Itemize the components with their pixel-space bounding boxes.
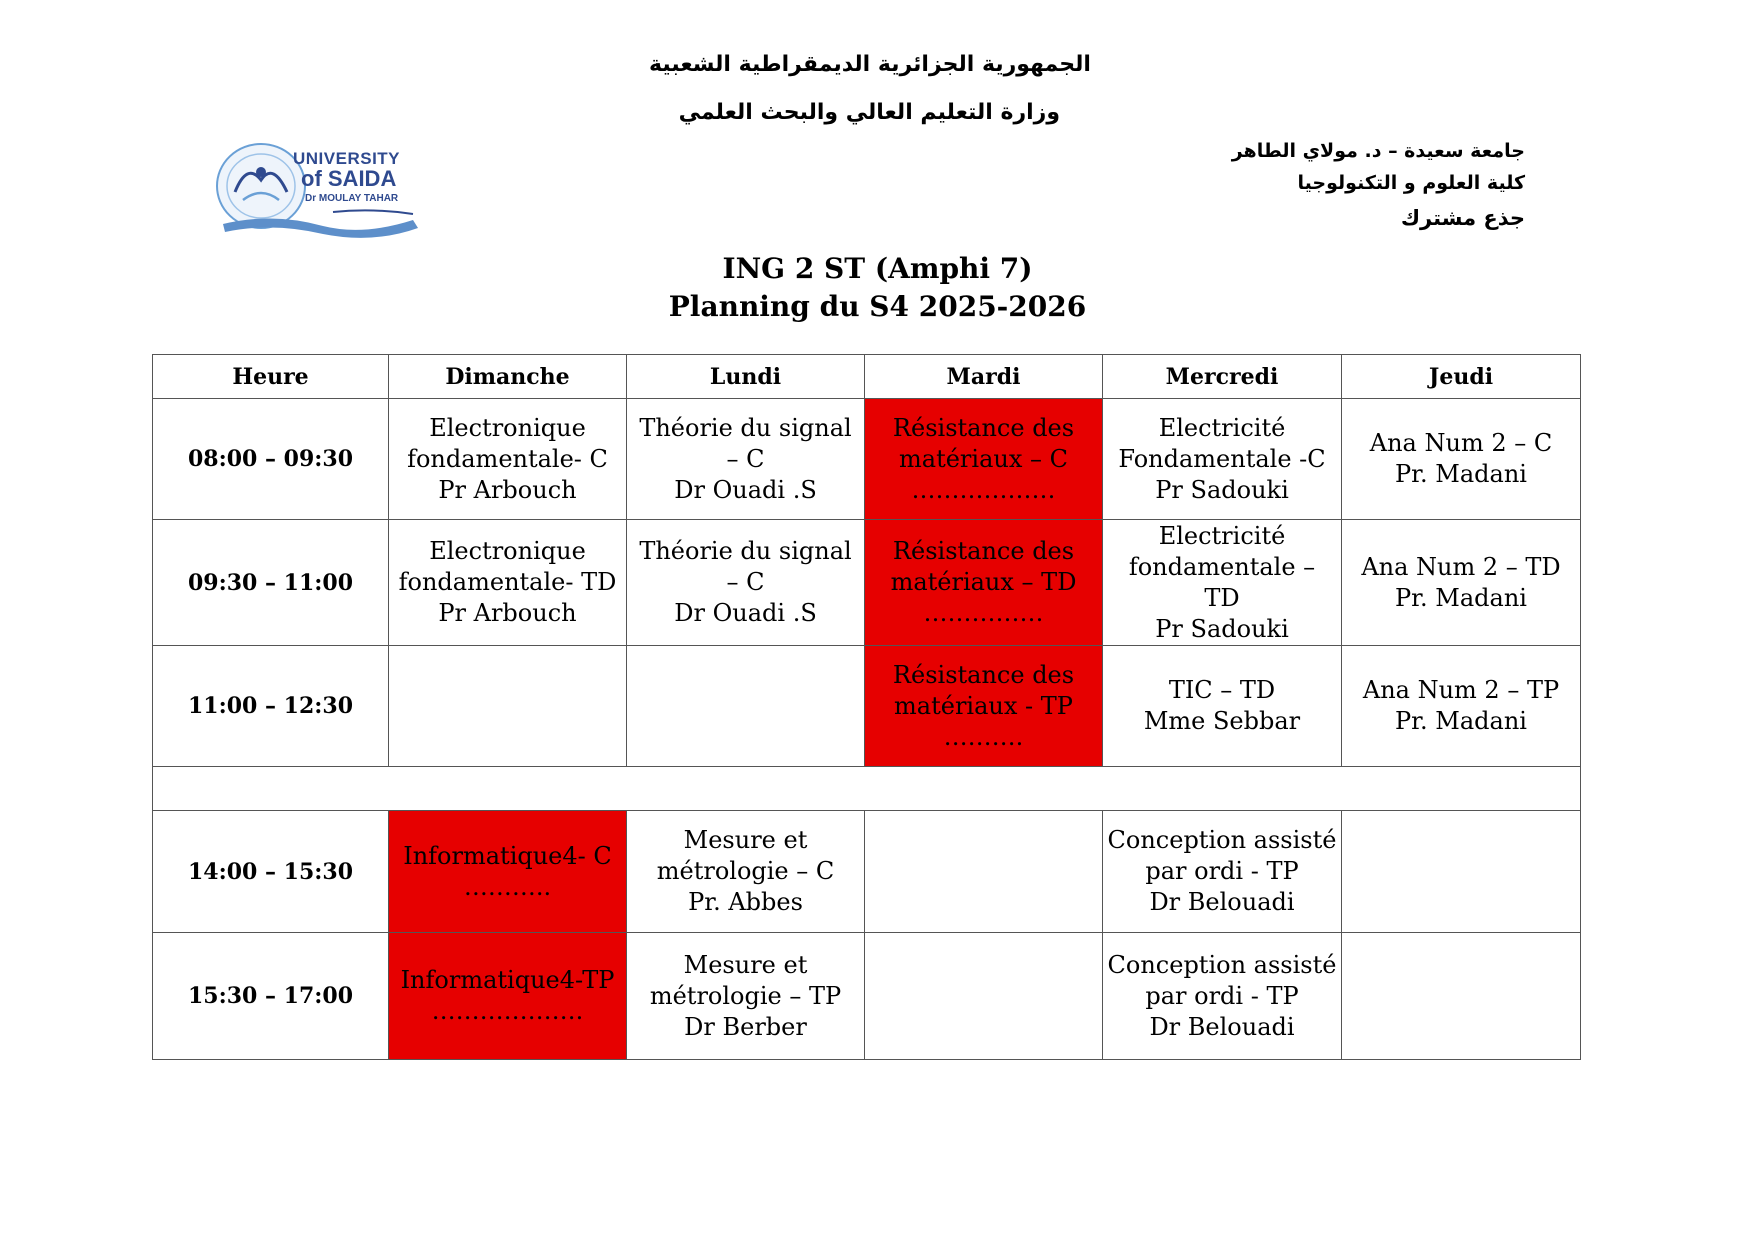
session-line: Dr Ouadi .S (674, 475, 817, 504)
session-line: Résistance des (892, 413, 1075, 442)
session-line: – C (726, 568, 765, 596)
session-cell (1342, 933, 1581, 1060)
session-cell (627, 933, 865, 1060)
session-line: Informatique4-TP (400, 966, 615, 994)
hour-cell: 08:00 – 09:30 (153, 399, 389, 520)
break-cell (153, 767, 1581, 811)
session-line: Pr Arbouch (438, 475, 577, 504)
header-dimanche: Dimanche (389, 355, 627, 399)
session-cell (865, 646, 1103, 767)
session-line: Electronique (429, 537, 586, 565)
session-line: matériaux – C (899, 444, 1068, 473)
session-cell (1103, 811, 1342, 933)
session-line: matériaux - TP (894, 691, 1073, 720)
logo-line-university: UNIVERSITY (293, 149, 401, 168)
session-line: ………. (943, 722, 1024, 751)
session-line: …………… (923, 599, 1044, 627)
session-line: Informatique4- C (403, 841, 612, 870)
session-line: Ana Num 2 – C (1369, 429, 1553, 457)
session-cell (389, 520, 627, 646)
university-logo (213, 142, 433, 242)
session-line: Pr Sadouki (1155, 475, 1289, 504)
session-cell (865, 811, 1103, 933)
session-line: Dr Ouadi .S (674, 599, 817, 627)
session-line: Résistance des (892, 537, 1075, 565)
header-lundi: Lundi (627, 355, 865, 399)
header-jeudi: Jeudi (1342, 355, 1581, 399)
session-line: Pr Arbouch (438, 599, 577, 627)
session-line: métrologie – TP (649, 981, 842, 1010)
session-line: Théorie du signal (639, 413, 852, 442)
session-line: Pr. Madani (1395, 460, 1527, 488)
schedule-title: ING 2 ST (Amphi 7) (722, 252, 1033, 285)
session-line: TD (1204, 583, 1240, 612)
session-line: TIC – TD (1168, 676, 1276, 704)
table-row (153, 646, 1581, 767)
session-cell (1103, 933, 1342, 1060)
session-line: – C (726, 444, 765, 473)
session-line: Electronique (429, 413, 586, 442)
table-row (153, 811, 1581, 933)
schedule-subtitle: Planning du S4 2025-2026 (668, 290, 1087, 323)
session-line: Pr. Abbes (688, 888, 803, 916)
session-cell (389, 646, 627, 767)
session-line: ……….. (463, 872, 552, 901)
header-mercredi: Mercredi (1103, 355, 1342, 399)
session-cell (627, 399, 865, 520)
session-line: Mesure et (683, 950, 808, 979)
hour-cell: 09:30 – 11:00 (153, 520, 389, 646)
session-line: Fondamentale -C (1118, 444, 1326, 473)
hour-cell: 11:00 – 12:30 (153, 646, 389, 767)
session-line: Electricité (1158, 521, 1286, 550)
session-line: Ana Num 2 – TD (1361, 552, 1561, 581)
header-heure: Heure (153, 355, 389, 399)
session-cell (1342, 646, 1581, 767)
session-line: Dr Berber (684, 1012, 807, 1041)
session-cell (627, 646, 865, 767)
hour-cell: 14:00 – 15:30 (153, 811, 389, 933)
session-line: Conception assisté (1107, 950, 1337, 979)
session-line: métrologie – C (656, 857, 835, 885)
session-line: Pr. Madani (1395, 583, 1527, 612)
session-line: fondamentale- TD (398, 568, 617, 596)
ministry-title: وزارة التعليم العالي والبحث العلمي (678, 100, 1060, 125)
session-line: Théorie du signal (639, 537, 852, 565)
hour-cell: 15:30 – 17:00 (153, 933, 389, 1060)
republic-title: الجمهورية الجزائرية الديمقراطية الشعبية (649, 52, 1091, 77)
logo-line-saida: of SAIDA (301, 166, 397, 191)
faculty-name: كلية العلوم و التكنولوجيا (1297, 172, 1525, 194)
session-line: ………………. (431, 997, 584, 1025)
session-cell (1103, 399, 1342, 520)
session-line: ……………… (911, 475, 1056, 504)
table-row (153, 399, 1581, 520)
session-cell (1342, 520, 1581, 646)
session-line: Dr Belouadi (1149, 888, 1295, 916)
session-line: par ordi - TP (1145, 981, 1299, 1010)
break-row (153, 767, 1581, 811)
table-row (153, 933, 1581, 1060)
session-line: Conception assisté (1107, 826, 1337, 854)
header-row (153, 355, 1581, 399)
session-line: Dr Belouadi (1149, 1012, 1295, 1041)
university-name: جامعة سعيدة – د. مولاي الطاهر (1231, 140, 1525, 162)
session-cell (1342, 811, 1581, 933)
session-cell (627, 811, 865, 933)
schedule-table (152, 354, 1581, 1060)
session-line: Pr. Madani (1395, 707, 1527, 735)
session-cell (389, 399, 627, 520)
department-name: جذع مشترك (1400, 206, 1525, 230)
session-cell (865, 520, 1103, 646)
session-cell (865, 933, 1103, 1060)
session-cell (1342, 399, 1581, 520)
logo-line-name: Dr MOULAY TAHAR (305, 193, 399, 204)
session-line: Mesure et (683, 826, 808, 854)
session-cell (1103, 646, 1342, 767)
session-line: par ordi - TP (1145, 857, 1299, 885)
session-cell (389, 933, 627, 1060)
session-line: Pr Sadouki (1155, 614, 1289, 643)
session-line: Mme Sebbar (1143, 707, 1301, 735)
session-cell (389, 811, 627, 933)
session-cell (1103, 520, 1342, 646)
table-row (153, 520, 1581, 646)
session-line: fondamentale- C (407, 444, 608, 473)
session-cell (627, 520, 865, 646)
session-line: fondamentale – (1128, 552, 1316, 581)
session-line: Résistance des (892, 660, 1075, 689)
session-line: Electricité (1158, 413, 1286, 442)
header-mardi: Mardi (865, 355, 1103, 399)
session-cell (865, 399, 1103, 520)
session-line: Ana Num 2 – TP (1362, 676, 1560, 704)
session-line: matériaux – TD (890, 568, 1077, 596)
